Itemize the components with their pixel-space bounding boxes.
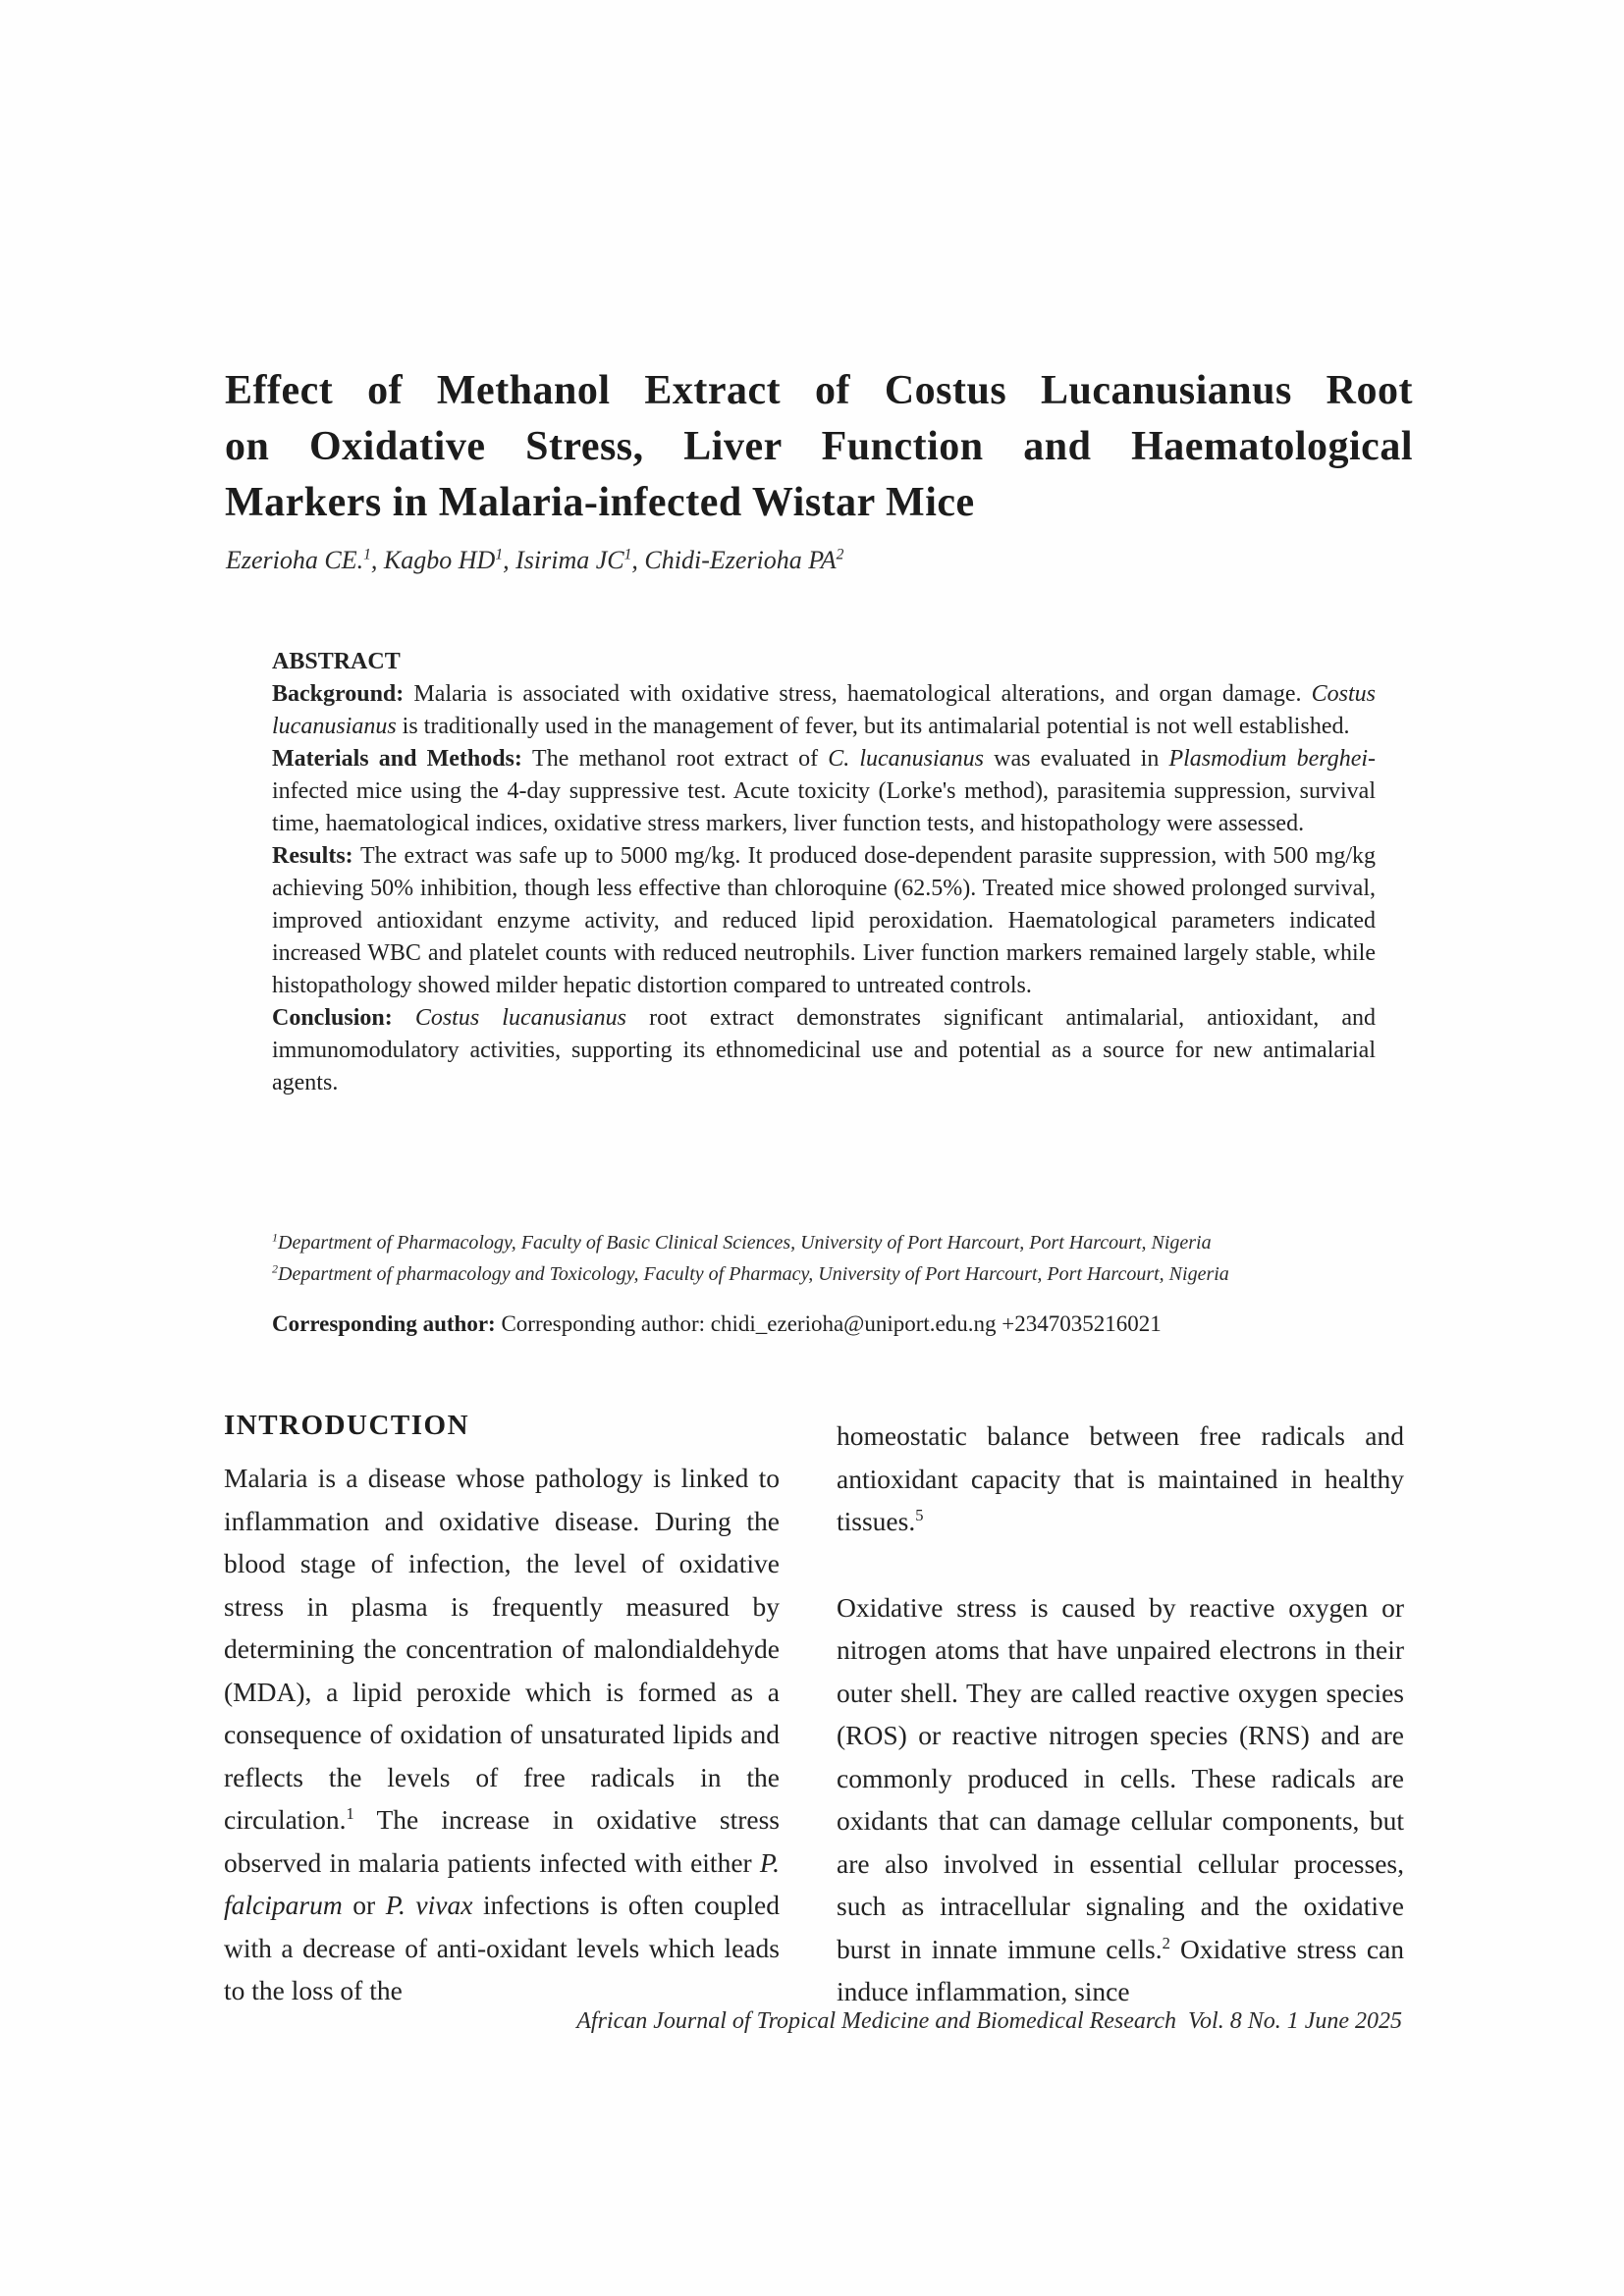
intro-paragraph-left: Malaria is a disease whose pathology is linked to inflammation and oxidative disease. During the blood stage of infection, the level of oxidative stress in plasma is frequently measured by determining the concentration of malondialdehyde (MDA), a lipid peroxide which is formed as a consequence of oxidation of unsaturated lipids and reflects the levels of free radicals in the circulation.$^1$ The increase in oxidative stress observed in malaria patients infected with either P. falciparum or P. vivax infections is often coupled with a decrease of anti-oxidant levels which leads to the loss of the (224, 1463, 781, 2005)
journal-footer: African Journal of Tropical Medicine and Biomedical Research Vol. 8 No. 1 June 2025 (576, 2008, 1402, 2034)
corresponding-author-line: Corresponding author: Corresponding author: chidi_ezerioha@uniport.edu.ng +2347035216021 (272, 1311, 1162, 1336)
affiliation-line-2: $^2$Department of pharmacology and Toxicology, Faculty of Pharmacy, University of Port Harcourt, Port Harcourt, Nigeria (272, 1261, 1229, 1285)
abstract-paragraph-background: Background: Malaria is associated with oxidative stress, haematological alterations, and organ damage. Costus lucanusianus is traditionally used in the management of fever, but its antimalarial potential is not well established. (272, 681, 1377, 739)
intro-paragraph-right-2: Oxidative stress is caused by reactive oxygen or nitrogen atoms that have unpaired electrons in their outer shell. They are called reactive oxygen species (ROS) or reactive nitrogen species (RNS) and are commonly produced in cells. These radicals are oxidants that can damage cellular components, but are also involved in essential cellular processes, such as intracellular signaling and the oxidative burst in innate immune cells.$^2$ Oxidative stress can induce inflammation, since (837, 1591, 1404, 2006)
intro-paragraph-right-1: homeostatic balance between free radicals and antioxidant capacity that is maintained in healthy tissues.$^5$ (837, 1420, 1404, 1536)
intro-column-left (224, 1457, 780, 2012)
abstract-paragraph-results: Results: The extract was safe up to 5000 mg/kg. It produced dose-dependent parasite suppression, with 500 mg/kg achieving 50% inhibition, though less effective than chloroquine (62.5%). Treated mice showed prolonged survival, improved antioxidant enzyme activity, and reduced lipid peroxidation. Haematological parameters indicated increased WBC and platelet counts with reduced neutrophils. Liver function markers remained largely stable, while histopathology showed milder hepatic distortion compared to untreated controls. (272, 843, 1376, 998)
abstract-paragraph-conclusion: Conclusion: Costus lucanusianus root extract demonstrates significant antimalarial, antioxidant, and immunomodulatory activities, supporting its ethnomedicinal use and potential as a source for new antimalarial agents. (272, 1005, 1376, 1095)
abstract-section (272, 646, 1376, 1099)
paper-title-line-3: Markers in Malaria-infected Wistar Mice (225, 480, 975, 525)
intro-column-right (837, 1415, 1404, 2013)
abstract-paragraph-methods: Materials and Methods: The methanol root extract of C. lucanusianus was evaluated in Plasmodium berghei-infected mice using the 4-day suppressive test. Acute toxicity (Lorke's method), parasitemia suppression, survival time, haematological indices, oxidative stress markers, liver function tests, and histopathology were assessed. (272, 746, 1377, 836)
authors-line: Ezerioha CE.$^1$, Kagbo $HD^1$, Isirima $JC^1$, Chidi-Ezerioha $PA^2$ (226, 546, 844, 574)
paper-title (225, 363, 1413, 531)
paper-title-line-1: Effect of Methanol Extract of Costus Lucanusianus Root (225, 368, 1413, 413)
affiliations-block (272, 1227, 1401, 1290)
abstract-heading: ABSTRACT (272, 649, 401, 674)
affiliation-line-1: $^1$Department of Pharmacology, Faculty of Basic Clinical Sciences, University of Port Harcourt, Port Harcourt, Nigeria (272, 1230, 1212, 1254)
paper-title-line-2: on Oxidative Stress, Liver Function and Haematological (225, 424, 1413, 469)
introduction-heading: INTRODUCTION (224, 1410, 470, 1441)
